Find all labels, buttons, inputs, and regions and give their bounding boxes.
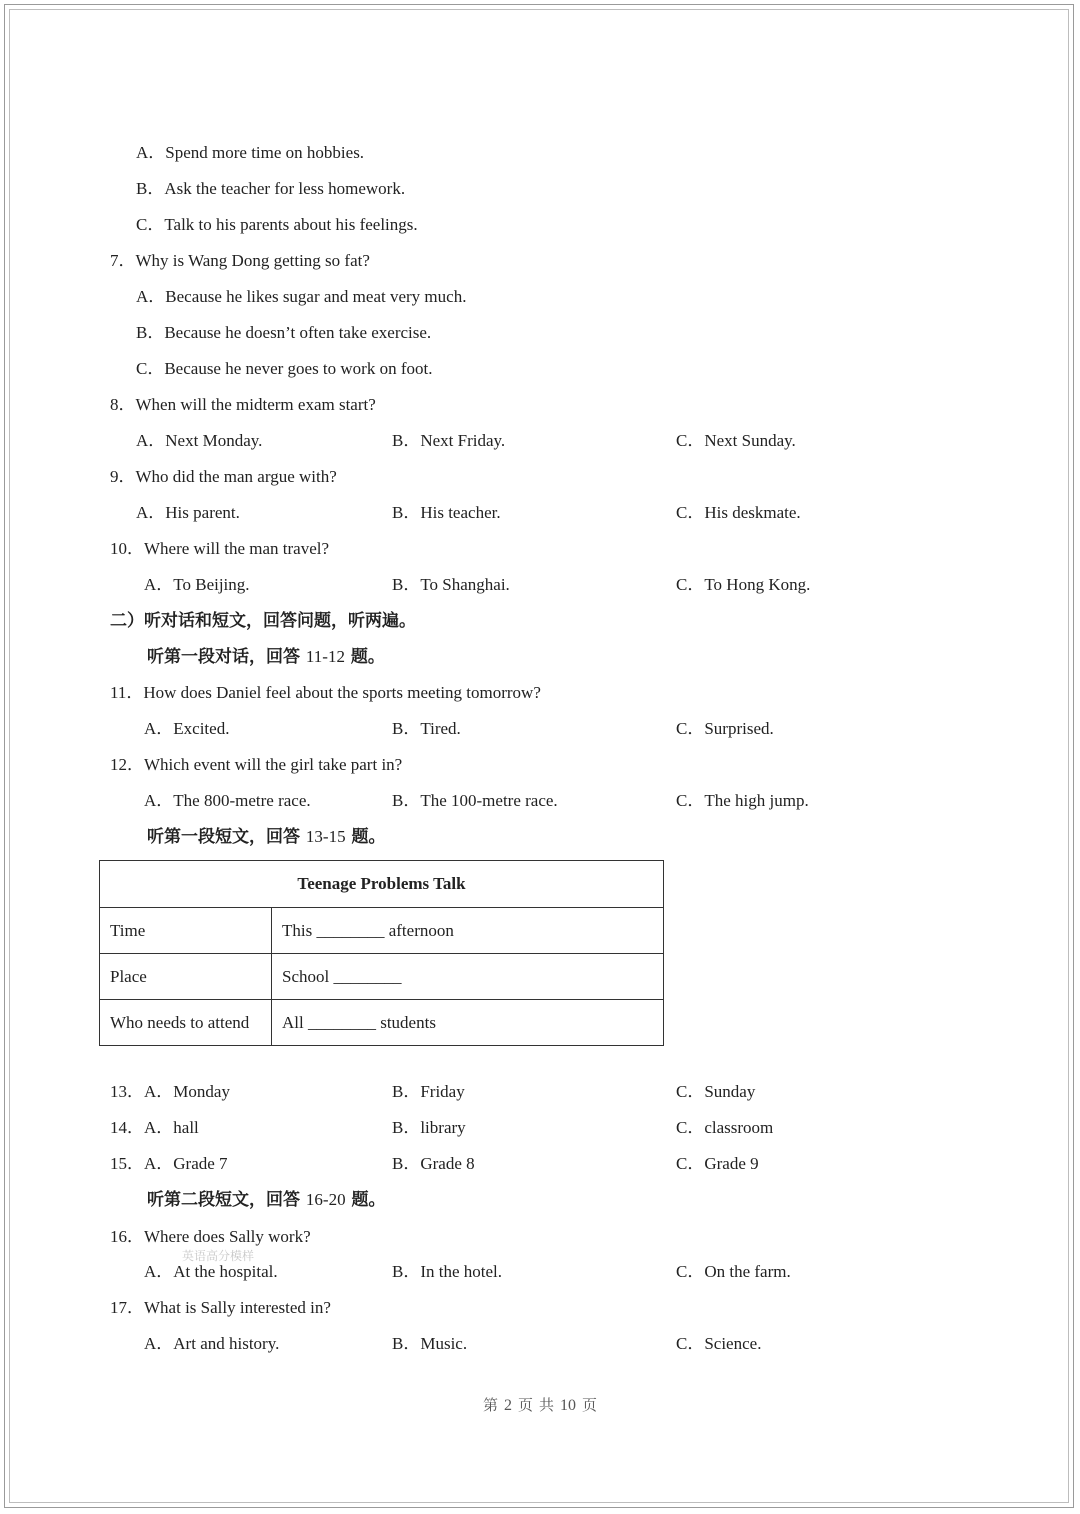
text-line: C．To Hong Kong. [676, 575, 811, 594]
text-line: 13．A．Monday [110, 1082, 230, 1101]
table-value: School ________ [272, 954, 664, 1000]
text-line: 7．Why is Wang Dong getting so fat? [110, 251, 370, 270]
table-label: Time [100, 908, 272, 954]
section-heading: 二）听对话和短文，回答问题，听两遍。 [110, 611, 416, 631]
table-value: All ________ students [272, 1000, 664, 1046]
text-line: B．Tired. [392, 719, 461, 738]
text-line: B．The 100-metre race. [392, 791, 558, 810]
text-line: 14．A．hall [110, 1118, 199, 1137]
text-line: B．Grade 8 [392, 1154, 475, 1173]
text-line: B．His teacher. [392, 503, 501, 522]
text-line: C．Grade 9 [676, 1154, 759, 1173]
text-line: C．Talk to his parents about his feelings. [136, 215, 418, 234]
text-line: A．Excited. [144, 719, 230, 738]
text-line: B．Friday [392, 1082, 465, 1101]
text-line: A．Next Monday. [136, 431, 263, 450]
text-line: A．To Beijing. [144, 575, 250, 594]
text-line: C．classroom [676, 1118, 774, 1137]
notice-table [99, 860, 664, 1046]
text-line: 9．Who did the man argue with? [110, 467, 337, 486]
text-line: A．At the hospital. [144, 1262, 278, 1281]
table-row [100, 1000, 664, 1046]
text-line: C．Sunday [676, 1082, 756, 1101]
text-line: A．Art and history. [144, 1334, 280, 1353]
text-line: C．The high jump. [676, 791, 809, 810]
table-title: Teenage Problems Talk [100, 861, 664, 908]
text-line: A．The 800-metre race. [144, 791, 311, 810]
text-line: C．Because he never goes to work on foot. [136, 359, 433, 378]
text-line: 11．How does Daniel feel about the sports meeting tomorrow? [110, 683, 541, 702]
text-line: 16．Where does Sally work? [110, 1227, 311, 1246]
text-line: B．Ask the teacher for less homework. [136, 179, 406, 198]
text-line: A．Because he likes sugar and meat very much. [136, 287, 467, 306]
table-value: This ________ afternoon [272, 908, 664, 954]
text-line: 8．When will the midterm exam start? [110, 395, 376, 414]
table-label: Who needs to attend [100, 1000, 272, 1046]
text-line: B．library [392, 1118, 466, 1137]
passage-1-heading: 听第一段短文，回答 13-15 题。 [147, 827, 386, 847]
text-line: C．On the farm. [676, 1262, 791, 1281]
dialogue-1-heading: 听第一段对话，回答 11-12 题。 [147, 647, 385, 667]
text-line: B．Music. [392, 1334, 468, 1353]
text-line: 17．What is Sally interested in? [110, 1298, 331, 1317]
text-line: C．Science. [676, 1334, 762, 1353]
text-line: C．Surprised. [676, 719, 774, 738]
watermark: 英语高分模样 [182, 1249, 255, 1263]
text-line: A．Spend more time on hobbies. [136, 143, 365, 162]
table-row [100, 954, 664, 1000]
text-line: 12．Which event will the girl take part in? [110, 755, 403, 774]
text-line: C．His deskmate. [676, 503, 801, 522]
text-line: B．Next Friday. [392, 431, 506, 450]
text-line: B．To Shanghai. [392, 575, 510, 594]
text-line: B．Because he doesn’t often take exercise. [136, 323, 432, 342]
page-footer: 第 2 页 共 10 页 [482, 1396, 598, 1414]
text-line: B．In the hotel. [392, 1262, 503, 1281]
text-line: 15．A．Grade 7 [110, 1154, 228, 1173]
passage-2-heading: 听第二段短文，回答 16-20 题。 [147, 1190, 386, 1210]
table-label: Place [100, 954, 272, 1000]
text-line: 10．Where will the man travel? [110, 539, 330, 558]
table-row [100, 908, 664, 954]
text-line: A．His parent. [136, 503, 240, 522]
text-line: C．Next Sunday. [676, 431, 796, 450]
